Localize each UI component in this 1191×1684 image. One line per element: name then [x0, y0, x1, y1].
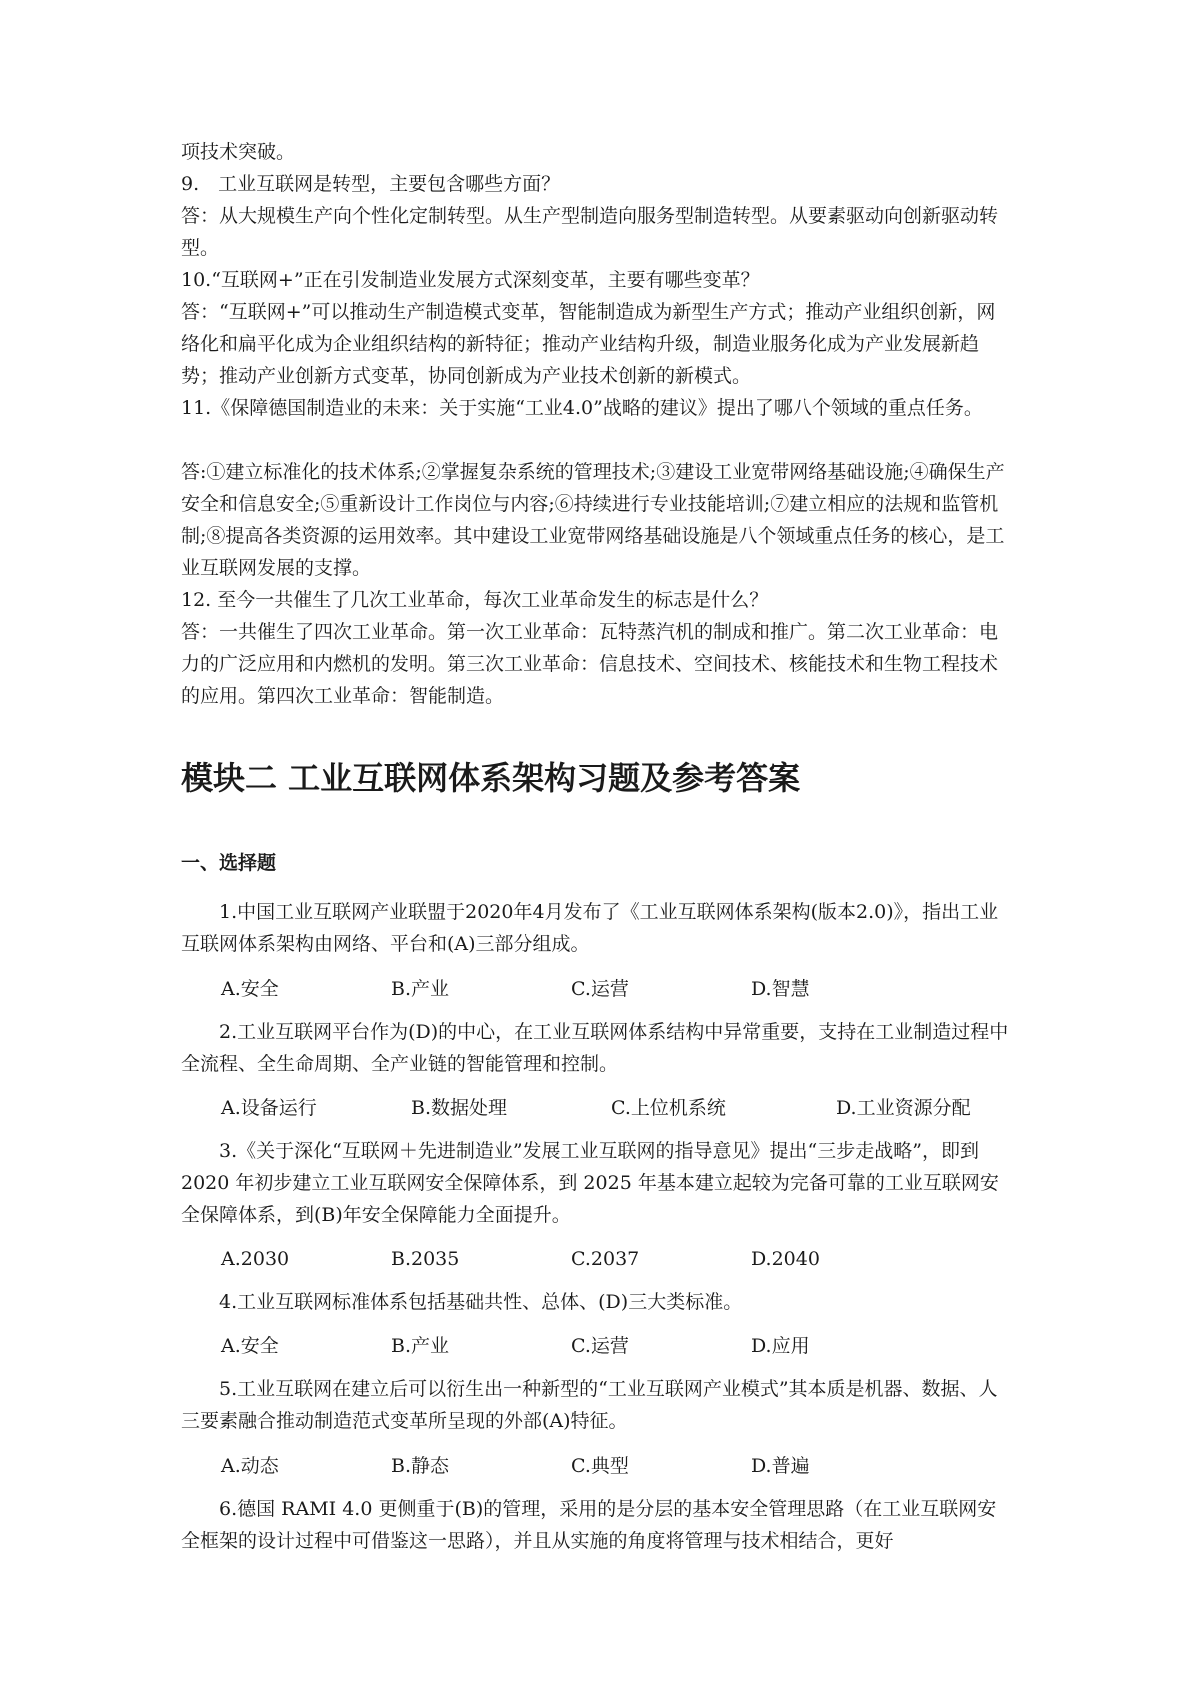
option-c: C.2037 [571, 1248, 640, 1270]
answer-12: 答：一共催生了四次工业革命。第一次工业革命：瓦特蒸汽机的制成和推广。第二次工业革命：电力的广泛应用和内燃机的发明。第三次工业革命：信息技术、空间技术、核能技术和生物工程技术的应用。第四次工业革命：智能制造。 [181, 621, 999, 707]
text-line: 项技术突破。 [181, 141, 296, 163]
option-b: B.静态 [391, 1455, 450, 1477]
module-title: 模块二 工业互联网体系架构习题及参考答案 [181, 759, 801, 797]
question-stem: 1.中国工业互联网产业联盟于2020年4月发布了《工业互联网体系架构(版本2.0)》，指出工业互联网体系架构由网络、平台和(A)三部分组成。 [181, 901, 999, 955]
option-c: C.运营 [571, 1335, 629, 1357]
option-d: D.普遍 [751, 1455, 810, 1477]
option-d: D.2040 [751, 1248, 820, 1270]
answer-10: 答：“互联网+”可以推动生产制造模式变革，智能制造成为新型生产方式；推动产业组织创新，网络化和扁平化成为企业组织结构的新特征；推动产业结构升级，制造业服务化成为产业发展新趋势；推动产业创新方式变革，协同创新成为产业技术创新的新模式。 [181, 301, 996, 387]
options-row [221, 1450, 1021, 1482]
option-b: B.数据处理 [411, 1097, 508, 1119]
question-stem: 6.德国 RAMI 4.0 更侧重于(B)的管理，采用的是分层的基本安全管理思路（在工业互联网安全框架的设计过程中可借鉴这一思路），并且从实施的角度将管理与技术相结合，更好 [181, 1498, 997, 1552]
question-12: 12. 至今一共催生了几次工业革命，每次工业革命发生的标志是什么？ [181, 589, 769, 611]
question-stem: 2.工业互联网平台作为(D)的中心，在工业互联网体系结构中异常重要，支持在工业制造过程中全流程、全生命周期、全产业链的智能管理和控制。 [181, 1021, 1009, 1075]
option-b: B.2035 [391, 1248, 460, 1270]
question-9: 9. 工业互联网是转型，主要包含哪些方面？ [181, 173, 561, 195]
option-d: D.工业资源分配 [836, 1097, 971, 1119]
option-b: B.产业 [391, 1335, 450, 1357]
option-a: A.安全 [221, 1335, 279, 1357]
question-10: 10.“互联网+”正在引发制造业发展方式深刻变革，主要有哪些变革？ [181, 269, 760, 291]
option-c: C.典型 [571, 1455, 629, 1477]
option-c: C.运营 [571, 978, 629, 1000]
option-c: C.上位机系统 [611, 1097, 726, 1119]
answer-9: 答：从大规模生产向个性化定制转型。从生产型制造向服务型制造转型。从要素驱动向创新驱动转型。 [181, 205, 999, 259]
options-row [221, 973, 1021, 1005]
options-row [221, 1330, 1021, 1362]
option-a: A.设备运行 [221, 1097, 317, 1119]
option-d: D.应用 [751, 1335, 810, 1357]
options-row [221, 1092, 1021, 1124]
question-stem: 4.工业互联网标准体系包括基础共性、总体、(D)三大类标准。 [219, 1291, 743, 1313]
option-a: A.安全 [221, 978, 279, 1000]
answer-11: 答:①建立标准化的技术体系;②掌握复杂系统的管理技术;③建设工业宽带网络基础设施;④确保生产安全和信息安全;⑤重新设计工作岗位与内容;⑥持续进行专业技能培训;⑦建立相应的法规和监管机制;⑧提高各类资源的运用效率。其中建设工业宽带网络基础设施是八个领域重点任务的核心，是工业互联网发展的支撑。 [181, 461, 1005, 579]
question-stem: 3.《关于深化“互联网＋先进制造业”发展工业互联网的指导意见》提出“三步走战略”，即到 2020 年初步建立工业互联网安全保障体系，到 2025 年基本建立起较为完备可靠的工业互联网安全保障体系，到(B)年安全保障能力全面提升。 [181, 1140, 999, 1226]
option-a: A.2030 [221, 1248, 290, 1270]
option-b: B.产业 [391, 978, 450, 1000]
option-a: A.动态 [221, 1455, 279, 1477]
section-title: 一、选择题 [181, 852, 277, 874]
question-11: 11.《保障德国制造业的未来：关于实施“工业4.0”战略的建议》提出了哪八个领域的重点任务。 [181, 397, 983, 419]
question-stem: 5.工业互联网在建立后可以衍生出一种新型的“工业互联网产业模式”其本质是机器、数据、人三要素融合推动制造范式变革所呈现的外部(A)特征。 [181, 1378, 998, 1432]
options-row [221, 1243, 1021, 1275]
option-d: D.智慧 [751, 978, 810, 1000]
